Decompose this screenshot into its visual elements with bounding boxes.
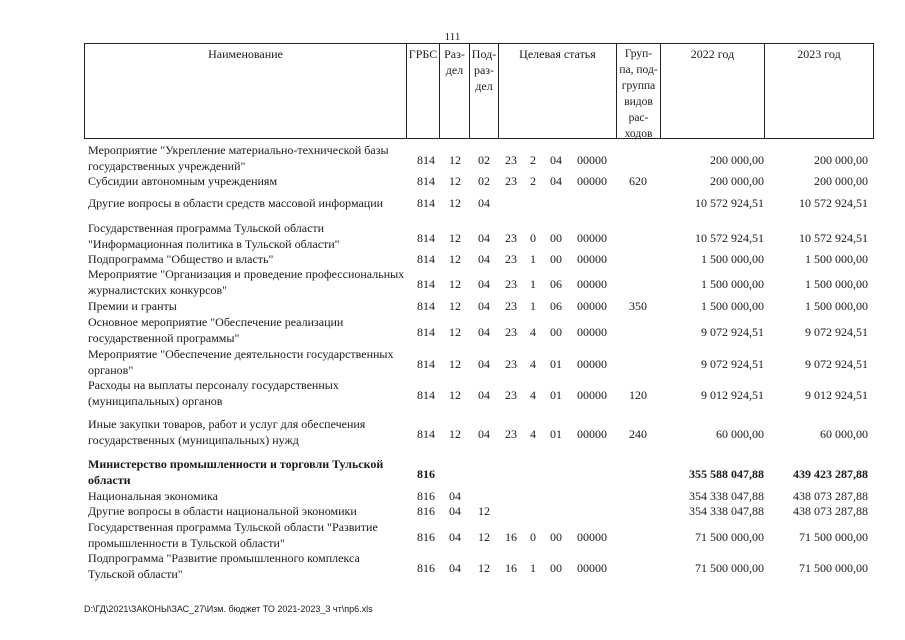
- podrazdel-cell: 04: [478, 387, 490, 402]
- table-row: [0, 346, 905, 377]
- grbs-cell: 816: [417, 504, 435, 518]
- table-row: [0, 416, 905, 447]
- grbs-cell: 816: [417, 489, 435, 503]
- razdel-cell: 12: [449, 356, 461, 371]
- header-name-text: Наименование: [208, 47, 283, 61]
- target-subprogram-cell: 1: [530, 252, 536, 266]
- amount-2023-cell: 438 073 287,88: [793, 489, 868, 503]
- amount-2023-cell: 10 572 924,51: [799, 230, 868, 245]
- grbs-cell: 814: [417, 252, 435, 266]
- row-name-cell: Мероприятие "Укрепление материально-технической базы государственных учреждений": [88, 143, 389, 173]
- table-row: [0, 519, 905, 550]
- target-event-cell: 01: [550, 426, 562, 441]
- target-code-cell: 00000: [577, 324, 607, 339]
- razdel-cell: 04: [449, 504, 461, 518]
- razdel-cell: 12: [449, 252, 461, 266]
- target-code-cell: 00000: [577, 174, 607, 188]
- target-program-cell: 23: [505, 230, 517, 245]
- podrazdel-cell: 04: [478, 196, 490, 210]
- razdel-cell: 12: [449, 174, 461, 188]
- razdel-cell: 12: [449, 276, 461, 291]
- amount-2022-cell: 354 338 047,88: [689, 504, 764, 518]
- table-row: [0, 488, 905, 504]
- table-row: [0, 220, 905, 251]
- target-program-cell: 23: [505, 324, 517, 339]
- target-code-cell: 00000: [577, 529, 607, 544]
- podrazdel-cell: 12: [478, 560, 490, 575]
- amount-2022-cell: 71 500 000,00: [695, 560, 764, 575]
- header-grbs: [407, 44, 440, 138]
- target-code-cell: 00000: [577, 560, 607, 575]
- amount-2022-cell: 1 500 000,00: [701, 276, 764, 291]
- amount-2022-cell: 200 000,00: [710, 152, 764, 167]
- amount-2022-cell: 9 072 924,51: [701, 324, 764, 339]
- target-subprogram-cell: 4: [530, 426, 536, 441]
- target-event-cell: 00: [550, 560, 562, 575]
- row-name-cell: Мероприятие "Организация и проведение профессиональных журналистских конкурсов": [88, 267, 405, 297]
- grbs-cell: 816: [417, 466, 435, 481]
- row-name-cell: Премии и гранты: [88, 299, 177, 313]
- table-row: [0, 142, 905, 173]
- target-code-cell: 00000: [577, 387, 607, 402]
- target-event-cell: 04: [550, 152, 562, 167]
- podrazdel-cell: 04: [478, 276, 490, 291]
- amount-2023-cell: 1 500 000,00: [805, 252, 868, 266]
- target-subprogram-cell: 2: [530, 174, 536, 188]
- amount-2023-cell: 1 500 000,00: [805, 276, 868, 291]
- row-name-cell: Национальная экономика: [88, 489, 218, 503]
- target-program-cell: 23: [505, 276, 517, 291]
- row-name-cell: Подпрограмма "Развитие промышленного комплекса Тульской области": [88, 551, 360, 581]
- table-row: [0, 298, 905, 314]
- target-subprogram-cell: 0: [530, 529, 536, 544]
- razdel-cell: 04: [449, 489, 461, 503]
- target-program-cell: 23: [505, 387, 517, 402]
- target-program-cell: 23: [505, 299, 517, 313]
- amount-2022-cell: 1 500 000,00: [701, 252, 764, 266]
- amount-2023-cell: 1 500 000,00: [805, 299, 868, 313]
- razdel-cell: 12: [449, 387, 461, 402]
- grbs-cell: 814: [417, 152, 435, 167]
- amount-2022-cell: 354 338 047,88: [689, 489, 764, 503]
- table-row: [0, 251, 905, 267]
- table-row: [0, 195, 905, 211]
- target-code-cell: 00000: [577, 230, 607, 245]
- grbs-cell: 814: [417, 196, 435, 210]
- target-program-cell: 16: [505, 529, 517, 544]
- grbs-cell: 814: [417, 276, 435, 291]
- row-name-cell: Иные закупки товаров, работ и услуг для обеспечения государственных (муниципальных) нужд: [88, 417, 366, 447]
- amount-2022-cell: 9 012 924,51: [701, 387, 764, 402]
- amount-2023-cell: 60 000,00: [820, 426, 868, 441]
- target-subprogram-cell: 4: [530, 356, 536, 371]
- row-name-cell: Субсидии автономным учреждениям: [88, 174, 278, 188]
- grbs-cell: 814: [417, 356, 435, 371]
- header-2022: 2022 год: [661, 44, 765, 138]
- target-program-cell: 23: [505, 152, 517, 167]
- target-event-cell: 04: [550, 174, 562, 188]
- grbs-cell: 814: [417, 426, 435, 441]
- target-subprogram-cell: 0: [530, 230, 536, 245]
- amount-2023-cell: 9 012 924,51: [805, 387, 868, 402]
- target-subprogram-cell: 1: [530, 560, 536, 575]
- podrazdel-cell: 12: [478, 504, 490, 518]
- row-name-cell: Основное мероприятие "Обеспечение реализации государственной программы": [88, 315, 344, 345]
- grbs-cell: 814: [417, 230, 435, 245]
- podrazdel-cell: 02: [478, 152, 490, 167]
- target-program-cell: 16: [505, 560, 517, 575]
- grbs-cell: 814: [417, 324, 435, 339]
- file-path-footer: D:\ГД\2021\ЗАКОНЫ\ЗАС_27\Изм. бюджет ТО 2021-2023_3 чт\пр6.xls: [84, 604, 373, 614]
- amount-2023-cell: 9 072 924,51: [805, 324, 868, 339]
- amount-2023-cell: 9 072 924,51: [805, 356, 868, 371]
- target-event-cell: 01: [550, 356, 562, 371]
- amount-2022-cell: 10 572 924,51: [695, 230, 764, 245]
- page-number: 111: [444, 31, 461, 43]
- header-podrazdel: Под- раз- дел: [470, 44, 499, 138]
- table-row: [0, 266, 905, 297]
- target-event-cell: 00: [550, 252, 562, 266]
- podrazdel-cell: 02: [478, 174, 490, 188]
- header-target: Целевая статья: [499, 44, 617, 138]
- target-subprogram-cell: 4: [530, 387, 536, 402]
- table-row: [0, 314, 905, 345]
- amount-2022-cell: 60 000,00: [716, 426, 764, 441]
- target-code-cell: 00000: [577, 276, 607, 291]
- table-row: [0, 503, 905, 519]
- amount-2023-cell: 200 000,00: [814, 174, 868, 188]
- header-name: [85, 44, 407, 138]
- podrazdel-cell: 04: [478, 426, 490, 441]
- razdel-cell: 12: [449, 324, 461, 339]
- amount-2023-cell: 438 073 287,88: [793, 504, 868, 518]
- target-event-cell: 06: [550, 299, 562, 313]
- expense-group-cell: 350: [629, 299, 647, 313]
- header-grbs-text: ГРБС: [408, 47, 438, 61]
- target-event-cell: 06: [550, 276, 562, 291]
- podrazdel-cell: 04: [478, 299, 490, 313]
- target-program-cell: 23: [505, 174, 517, 188]
- razdel-cell: 04: [449, 529, 461, 544]
- amount-2022-cell: 71 500 000,00: [695, 529, 764, 544]
- target-subprogram-cell: 1: [530, 299, 536, 313]
- razdel-cell: 12: [449, 230, 461, 245]
- razdel-cell: 12: [449, 196, 461, 210]
- row-name-cell: Подпрограмма "Общество и власть": [88, 252, 274, 266]
- podrazdel-cell: 04: [478, 252, 490, 266]
- grbs-cell: 814: [417, 299, 435, 313]
- header-2023: 2023 год: [797, 47, 841, 61]
- target-program-cell: 23: [505, 426, 517, 441]
- table-header: [84, 43, 874, 139]
- grbs-cell: 816: [417, 560, 435, 575]
- grbs-cell: 814: [417, 174, 435, 188]
- row-name-cell: Государственная программа Тульской области "Развитие промышленности в Тульской области": [88, 520, 378, 550]
- amount-2023-cell: 71 500 000,00: [799, 560, 868, 575]
- target-event-cell: 00: [550, 324, 562, 339]
- razdel-cell: 04: [449, 560, 461, 575]
- amount-2023-cell: 71 500 000,00: [799, 529, 868, 544]
- target-event-cell: 01: [550, 387, 562, 402]
- razdel-cell: 12: [449, 299, 461, 313]
- amount-2023-cell: 10 572 924,51: [799, 196, 868, 210]
- amount-2022-cell: 355 588 047,88: [689, 466, 764, 481]
- amount-2022-cell: 200 000,00: [710, 174, 764, 188]
- target-event-cell: 00: [550, 230, 562, 245]
- target-code-cell: 00000: [577, 152, 607, 167]
- amount-2022-cell: 9 072 924,51: [701, 356, 764, 371]
- amount-2022-cell: 1 500 000,00: [701, 299, 764, 313]
- podrazdel-cell: 12: [478, 529, 490, 544]
- target-code-cell: 00000: [577, 252, 607, 266]
- target-code-cell: 00000: [577, 299, 607, 313]
- razdel-cell: 12: [449, 426, 461, 441]
- target-program-cell: 23: [505, 356, 517, 371]
- row-name-cell: Другие вопросы в области средств массовой информации: [88, 196, 384, 210]
- target-code-cell: 00000: [577, 426, 607, 441]
- table-row: [0, 173, 905, 189]
- row-name-cell: Расходы на выплаты персоналу государственных (муниципальных) органов: [88, 378, 339, 408]
- target-subprogram-cell: 4: [530, 324, 536, 339]
- table-row: [0, 550, 905, 581]
- row-name-cell: Министерство промышленности и торговли Тульской области: [88, 457, 384, 487]
- expense-group-cell: 240: [629, 426, 647, 441]
- row-name-cell: Другие вопросы в области национальной экономики: [88, 504, 357, 518]
- target-code-cell: 00000: [577, 356, 607, 371]
- target-subprogram-cell: 1: [530, 276, 536, 291]
- header-razdel: Раз- дел: [440, 44, 470, 138]
- razdel-cell: 12: [449, 152, 461, 167]
- table-row: [0, 377, 905, 408]
- grbs-cell: 814: [417, 387, 435, 402]
- row-name-cell: Мероприятие "Обеспечение деятельности государственных органов": [88, 347, 394, 377]
- amount-2022-cell: 10 572 924,51: [695, 196, 764, 210]
- table-row: [0, 456, 905, 487]
- amount-2023-cell: 439 423 287,88: [793, 466, 868, 481]
- target-subprogram-cell: 2: [530, 152, 536, 167]
- grbs-cell: 816: [417, 529, 435, 544]
- target-program-cell: 23: [505, 252, 517, 266]
- header-group: Груп- па, под- группа видов рас- ходов: [617, 44, 661, 138]
- target-event-cell: 00: [550, 529, 562, 544]
- amount-2023-cell: 200 000,00: [814, 152, 868, 167]
- row-name-cell: Государственная программа Тульской области "Информационная политика в Тульской области": [88, 221, 340, 251]
- expense-group-cell: 120: [629, 387, 647, 402]
- expense-group-cell: 620: [629, 174, 647, 188]
- podrazdel-cell: 04: [478, 230, 490, 245]
- podrazdel-cell: 04: [478, 324, 490, 339]
- podrazdel-cell: 04: [478, 356, 490, 371]
